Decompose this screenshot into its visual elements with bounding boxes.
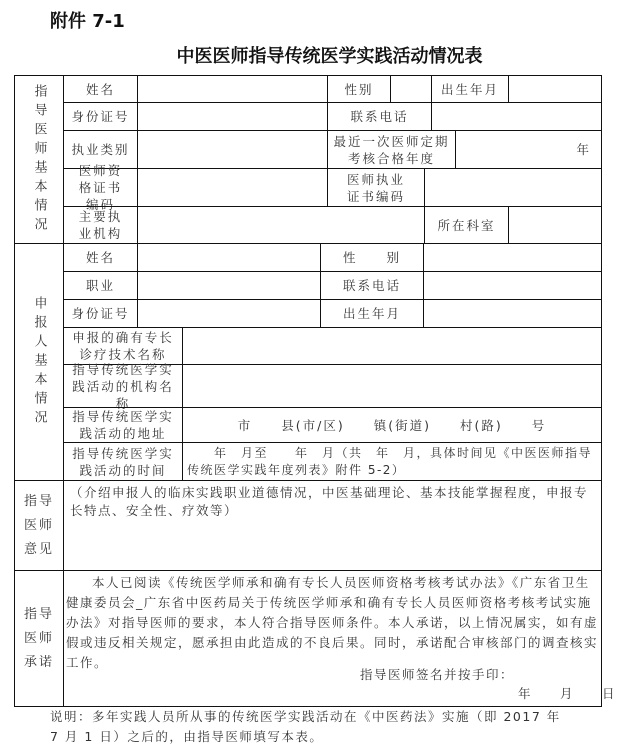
- opinion-section-label: 指导医师意见: [24, 493, 55, 557]
- applicant-name-field[interactable]: [137, 243, 321, 272]
- mentor-name-label: 姓名: [63, 75, 138, 103]
- mentor-gender-field[interactable]: [390, 75, 432, 103]
- mentor-department-field[interactable]: [508, 206, 602, 244]
- mentor-qualification-field[interactable]: [137, 168, 328, 207]
- applicant-time-label: 指导传统医学实践活动的时间: [63, 442, 183, 481]
- applicant-address-field[interactable]: 市 县(市/区) 镇(街道) 村(路) 号: [182, 407, 602, 443]
- mentor-birth-field[interactable]: [508, 75, 602, 103]
- applicant-name-label: 姓名: [63, 243, 138, 272]
- opinion-hint: （介绍申报人的临床实践职业道德情况，中医基础理论、基本技能掌握程度，申报专长特点、安全性、疗效等）: [70, 485, 589, 518]
- applicant-birth-field[interactable]: [423, 299, 602, 328]
- applicant-specialty-label: 申报的确有专长诊疗技术名称: [63, 327, 183, 365]
- mentor-id-label: 身份证号: [63, 102, 138, 131]
- mentor-qualification-label: 医师资格证书编码: [63, 168, 138, 207]
- opinion-field[interactable]: [63, 480, 602, 571]
- opinion-section-label-cell: [14, 480, 64, 571]
- signature-label[interactable]: 指导医师签名并按手印：: [360, 667, 515, 682]
- mentor-institution-label: 主要执业机构: [63, 206, 138, 244]
- attachment-number: 附件 7-1: [50, 11, 125, 32]
- mentor-id-field[interactable]: [137, 102, 328, 131]
- applicant-gender-label: 性 别: [320, 243, 424, 272]
- applicant-institution-field[interactable]: [182, 364, 602, 408]
- footnote: 说明：多年实践人员所从事的传统医学实践活动在《中医药法》实施（即 2017 年 7 月 1 日）之后的，由指导医师填写本表。: [50, 709, 561, 744]
- applicant-id-label: 身份证号: [63, 299, 138, 328]
- applicant-occupation-label: 职业: [63, 271, 138, 300]
- commitment-text: 本人已阅读《传统医学师承和确有专长人员医师资格考核考试办法》《广东省卫生健康委员会_广东省中医药局关于传统医学师承和确有专长人员医师资格考核考试实施办法》对指导医师的要求，本人符合指导医师条件。本人承诺，以上情况属实，如有虚假或违反相关规定，愿承担由此造成的不良后果。同时，承诺配合审核部门的调查核实工作。: [66, 575, 599, 670]
- applicant-id-field[interactable]: [137, 299, 321, 328]
- mentor-phone-field[interactable]: [431, 102, 602, 131]
- mentor-practice-cert-field[interactable]: [424, 168, 602, 207]
- mentor-department-label: 所在科室: [424, 206, 509, 244]
- mentor-section-label: 指导医师基本情况: [14, 75, 64, 244]
- commitment-section-label-cell: [14, 570, 64, 707]
- applicant-birth-label: 出生年月: [320, 299, 424, 328]
- applicant-occupation-field[interactable]: [137, 271, 321, 300]
- mentor-practice-cert-label: 医师执业证书编码: [327, 168, 425, 207]
- mentor-gender-label: 性别: [327, 75, 391, 103]
- applicant-gender-field[interactable]: [423, 243, 602, 272]
- signature-date: 年 月 日: [518, 686, 617, 701]
- mentor-name-field[interactable]: [137, 75, 328, 103]
- applicant-institution-label: 指导传统医学实践活动的机构名称: [63, 364, 183, 408]
- applicant-specialty-field[interactable]: [182, 327, 602, 365]
- mentor-category-field[interactable]: [137, 130, 328, 169]
- form-title: 中医医师指导传统医学实践活动情况表: [176, 46, 483, 67]
- mentor-category-label: 执业类别: [63, 130, 138, 169]
- mentor-institution-field[interactable]: [137, 206, 425, 244]
- applicant-time-field[interactable]: 年 月至 年 月（共 年 月，具体时间见《中医医师指导传统医学实践年度列表》附件 5-2）: [182, 442, 602, 481]
- applicant-phone-label: 联系电话: [320, 271, 424, 300]
- mentor-phone-label: 联系电话: [327, 102, 432, 131]
- commitment-section-label: 指导医师承诺: [24, 606, 55, 670]
- applicant-address-label: 指导传统医学实践活动的地址: [63, 407, 183, 443]
- applicant-phone-field[interactable]: [423, 271, 602, 300]
- mentor-assessment-label: 最近一次医师定期考核合格年度: [327, 130, 456, 169]
- mentor-birth-label: 出生年月: [431, 75, 509, 103]
- mentor-assessment-field[interactable]: [455, 130, 602, 169]
- year-suffix: 年: [576, 142, 591, 157]
- applicant-section-label: 申报人基本情况: [14, 243, 64, 481]
